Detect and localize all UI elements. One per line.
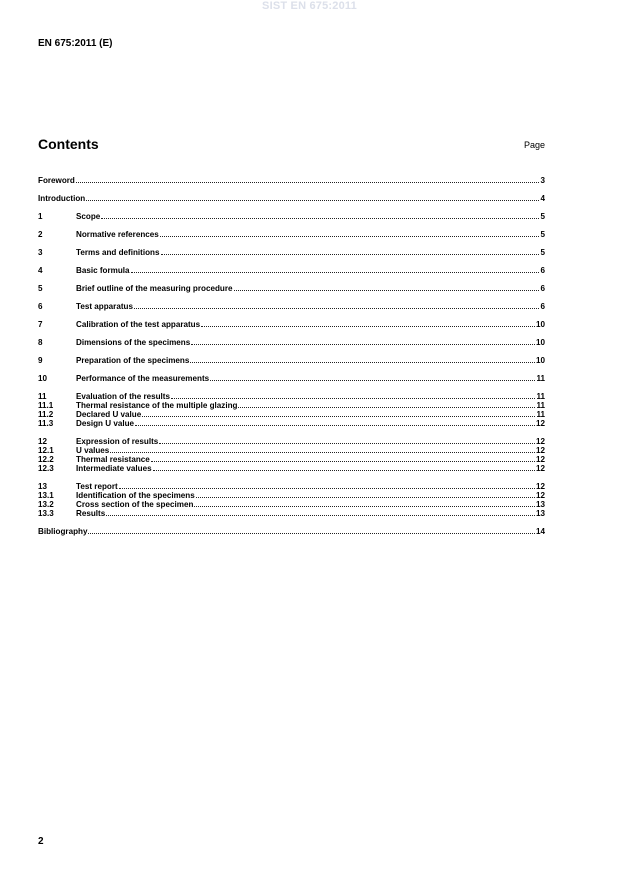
- toc-leader: [88, 527, 535, 534]
- toc-leader: [201, 320, 535, 327]
- toc-leader: [194, 500, 535, 507]
- toc-number: 12.3: [38, 464, 54, 473]
- toc-entry-5[interactable]: [38, 284, 545, 293]
- toc-entry-12-1[interactable]: [38, 446, 545, 455]
- toc-page: 12: [535, 455, 545, 464]
- toc-entry-4[interactable]: [38, 266, 545, 275]
- toc-title: Declared U value: [76, 410, 142, 419]
- toc-number: 12.2: [38, 455, 54, 464]
- toc-entry-7[interactable]: [38, 320, 545, 329]
- toc-entry-9[interactable]: [38, 356, 545, 365]
- toc-page: 6: [540, 284, 545, 293]
- toc-title: Thermal resistance of the multiple glazing: [76, 401, 238, 410]
- toc-leader: [159, 437, 535, 444]
- toc-entry-11-2[interactable]: [38, 410, 545, 419]
- toc-number: 11.3: [38, 419, 54, 428]
- toc-number: 8: [38, 338, 43, 347]
- toc-title: Preparation of the specimens: [76, 356, 190, 365]
- toc-page: 12: [535, 437, 545, 446]
- toc-title: Evaluation of the results: [76, 392, 170, 401]
- toc-title: Introduction: [38, 194, 86, 203]
- toc-leader: [142, 410, 535, 417]
- toc-title: Scope: [76, 212, 101, 221]
- toc-leader: [190, 356, 535, 363]
- watermark: SIST EN 675:2011: [262, 0, 357, 12]
- toc-page: 12: [535, 482, 545, 491]
- toc-leader: [119, 482, 535, 489]
- toc-title: U values: [76, 446, 110, 455]
- toc-number: 11.1: [38, 401, 54, 410]
- document-id: EN 675:2011 (E): [38, 38, 113, 49]
- toc-entry-13-2[interactable]: [38, 500, 545, 509]
- toc-entry-8[interactable]: [38, 338, 545, 347]
- toc-entry-13-1[interactable]: [38, 491, 545, 500]
- toc-page: 11: [536, 401, 545, 410]
- toc-leader: [171, 392, 535, 399]
- toc-title: Brief outline of the measuring procedure: [76, 284, 233, 293]
- toc-leader: [160, 230, 540, 237]
- toc-page: 3: [540, 176, 545, 185]
- toc-number: 13: [38, 482, 48, 491]
- toc-title: Cross section of the specimen: [76, 500, 194, 509]
- toc-page: 5: [540, 212, 545, 221]
- toc-leader: [234, 284, 540, 291]
- toc-title: Dimensions of the specimens: [76, 338, 191, 347]
- toc-leader: [86, 194, 539, 201]
- toc-title: Foreword: [38, 176, 75, 185]
- toc-entry-introduction[interactable]: [38, 194, 545, 203]
- toc-entry-bibliography[interactable]: [38, 527, 545, 536]
- toc-title: Terms and definitions: [76, 248, 160, 257]
- toc-entry-11-1[interactable]: [38, 401, 545, 410]
- toc-page: 10: [535, 338, 545, 347]
- toc-title: Expression of results: [76, 437, 159, 446]
- toc-title: Test report: [76, 482, 118, 491]
- toc-page: 12: [535, 464, 545, 473]
- toc-leader: [135, 419, 535, 426]
- toc-number: 6: [38, 302, 43, 311]
- toc-title: Thermal resistance: [76, 455, 150, 464]
- toc-number: 13.1: [38, 491, 54, 500]
- toc-leader: [210, 374, 535, 381]
- toc-title: Test apparatus: [76, 302, 133, 311]
- toc-page: 5: [540, 248, 545, 257]
- toc-entry-12-3[interactable]: [38, 464, 545, 473]
- toc-leader: [106, 509, 535, 516]
- toc-number: 2: [38, 230, 43, 239]
- toc-page: 14: [535, 527, 545, 536]
- toc-leader: [151, 455, 535, 462]
- toc-number: 12: [38, 437, 48, 446]
- toc-entry-12-2[interactable]: [38, 455, 545, 464]
- page-column-label: Page: [523, 140, 545, 150]
- toc-number: 7: [38, 320, 43, 329]
- toc-entry-11-3[interactable]: [38, 419, 545, 428]
- toc-entry-12[interactable]: [38, 437, 545, 446]
- toc-title: Normative references: [76, 230, 159, 239]
- toc-number: 4: [38, 266, 43, 275]
- toc-page: 10: [535, 356, 545, 365]
- toc-entry-3[interactable]: [38, 248, 545, 257]
- toc-number: 13.3: [38, 509, 54, 518]
- toc-entry-2[interactable]: [38, 230, 545, 239]
- toc-page: 12: [535, 446, 545, 455]
- toc-entry-1[interactable]: [38, 212, 545, 221]
- toc-leader: [196, 491, 535, 498]
- toc-number: 5: [38, 284, 43, 293]
- toc-leader: [153, 464, 535, 471]
- page-number: 2: [38, 836, 44, 847]
- toc-page: 11: [536, 410, 545, 419]
- toc-entry-foreword[interactable]: [38, 176, 545, 185]
- toc-page: 11: [536, 374, 545, 383]
- toc-title: Bibliography: [38, 527, 88, 536]
- toc-page: 12: [535, 419, 545, 428]
- toc-leader: [110, 446, 535, 453]
- toc-entry-13[interactable]: [38, 482, 545, 491]
- toc-page: 4: [540, 194, 545, 203]
- toc-number: 11: [38, 392, 47, 401]
- toc-number: 11.2: [38, 410, 54, 419]
- toc-number: 1: [38, 212, 43, 221]
- toc-leader: [101, 212, 539, 219]
- toc-page: 13: [535, 500, 545, 509]
- toc-leader: [134, 302, 540, 309]
- toc-title: Calibration of the test apparatus: [76, 320, 201, 329]
- toc-page: 6: [540, 266, 545, 275]
- toc-number: 10: [38, 374, 48, 383]
- contents-title: Contents: [38, 136, 99, 152]
- toc-title: Basic formula: [76, 266, 130, 275]
- toc-entry-6[interactable]: [38, 302, 545, 311]
- toc-title: Identification of the specimens: [76, 491, 195, 500]
- toc-title: Performance of the measurements: [76, 374, 210, 383]
- toc-entry-13-3[interactable]: [38, 509, 545, 518]
- toc-title: Results: [76, 509, 106, 518]
- toc-leader: [238, 401, 535, 408]
- toc-page: 6: [540, 302, 545, 311]
- toc-title: Design U value: [76, 419, 135, 428]
- toc-page: 13: [535, 509, 545, 518]
- toc-page: 10: [535, 320, 545, 329]
- toc-page: 11: [536, 392, 545, 401]
- toc-leader: [76, 176, 540, 183]
- toc-number: 9: [38, 356, 43, 365]
- toc-leader: [161, 248, 540, 255]
- toc-page: 12: [535, 491, 545, 500]
- toc-leader: [131, 266, 540, 273]
- toc-number: 3: [38, 248, 43, 257]
- toc-entry-11[interactable]: [38, 392, 545, 401]
- table-of-contents: [38, 176, 545, 536]
- toc-entry-10[interactable]: [38, 374, 545, 383]
- toc-number: 13.2: [38, 500, 54, 509]
- toc-number: 12.1: [38, 446, 54, 455]
- toc-leader: [191, 338, 535, 345]
- toc-page: 5: [540, 230, 545, 239]
- toc-title: Intermediate values: [76, 464, 152, 473]
